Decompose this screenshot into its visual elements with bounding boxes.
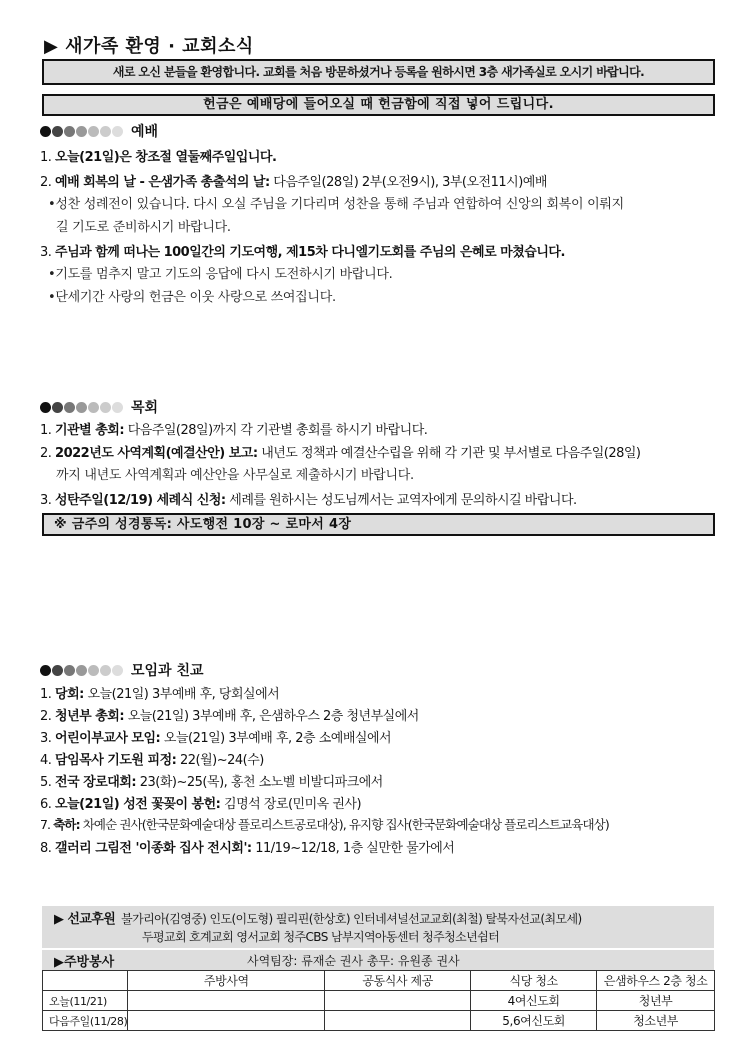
- section-title: 예배: [131, 124, 159, 140]
- table-row: [43, 991, 715, 1011]
- column-header: 주방사역: [128, 971, 325, 991]
- column-header: 은샘하우스 2층 청소: [597, 971, 715, 991]
- table-cell: [325, 991, 471, 1011]
- section-title: 목회: [131, 400, 159, 416]
- table-cell: 다음주일(11/28): [43, 1011, 128, 1031]
- pastoral-item-2: 2. 2022년도 사역계획(예결산안) 보고: 내년도 정책과 예결산수립을 위해 각 기관 및 부서별로 다음주일(28일): [40, 446, 641, 461]
- mission-line-2: 두평교회 호계교회 영서교회 청주CBS 남부지역아동센터 청주청소년쉼터: [142, 930, 500, 944]
- mission-label: ▶ 선교후원: [54, 912, 116, 927]
- fellowship-item-2: 2. 청년부 총회: 오늘(21일) 3부예배 후, 은샘하우스 2층 청년부실에서: [40, 709, 419, 724]
- fellowship-item-8: 8. 갤러리 그림전 '이종화 집사 전시회': 11/19~12/18, 1층 실만한 물가에서: [40, 841, 455, 856]
- fellowship-item-6: 6. 오늘(21일) 성전 꽃꽂이 봉헌: 김명석 장로(민미옥 권사): [40, 797, 362, 812]
- table-cell: 4여신도회: [471, 991, 597, 1011]
- column-header: [43, 971, 128, 991]
- table-header-row: [43, 971, 715, 991]
- fellowship-item-4: 4. 담임목사 기도원 피정: 22(월)~24(수): [40, 753, 264, 768]
- pastoral-item-2-cont: 까지 내년도 사역계획과 예산안을 사무실로 제출하시기 바랍니다.: [56, 468, 414, 483]
- offering-banner: 헌금은 예배당에 들어오실 때 헌금함에 직접 넣어 드립니다.: [42, 94, 715, 116]
- worship-heading: [40, 121, 158, 141]
- mission-support-box: [42, 906, 714, 948]
- fellowship-item-1: 1. 당회: 오늘(21일) 3부예배 후, 당회실에서: [40, 687, 280, 702]
- section-title: 모임과 친교: [131, 663, 204, 679]
- pastoral-heading: [40, 397, 158, 417]
- column-header: 공동식사 제공: [325, 971, 471, 991]
- bible-reading-box: ※ 금주의 성경통독: 사도행전 10장 ~ 로마서 4장: [42, 513, 715, 536]
- kitchen-table: [42, 970, 715, 1031]
- page-title: ▶ 새가족 환영 · 교회소식: [44, 36, 254, 57]
- worship-bullet-cont: 길 기도로 준비하시기 바랍니다.: [56, 220, 231, 235]
- worship-bullet: •기도를 멈추지 말고 기도의 응답에 다시 도전하시기 바랍니다.: [48, 267, 393, 282]
- table-cell: 5,6여신도회: [471, 1011, 597, 1031]
- mission-line-1: 불가리아(김영중) 인도(이도형) 필리핀(한상호) 인터네셔널선교교회(최철) 탈북자선교(최모세): [121, 912, 582, 926]
- table-row: [43, 1011, 715, 1031]
- worship-bullet: •단세기간 사랑의 헌금은 이웃 사랑으로 쓰여집니다.: [48, 290, 336, 305]
- fellowship-item-7: 7. 축하: 차예순 권사(한국문화예술대상 플로리스트공로대상), 유지향 집사(한국문화예술대상 플로리스트교육대상): [40, 817, 609, 832]
- dots-icon: [40, 126, 123, 137]
- table-cell: 청년부: [597, 991, 715, 1011]
- kitchen-header: [42, 950, 714, 970]
- table-cell: [325, 1011, 471, 1031]
- table-cell: 오늘(11/21): [43, 991, 128, 1011]
- pastoral-item-3: 3. 성탄주일(12/19) 세례식 신청: 세례를 원하시는 성도님께서는 교역자에게 문의하시길 바랍니다.: [40, 493, 577, 508]
- kitchen-label: ▶주방봉사: [54, 955, 115, 970]
- fellowship-item-3: 3. 어린이부교사 모임: 오늘(21일) 3부예배 후, 2층 소예배실에서: [40, 731, 392, 746]
- column-header: 식당 청소: [471, 971, 597, 991]
- dots-icon: [40, 402, 123, 413]
- worship-item-1: 1. 오늘(21일)은 창조절 열둘째주일입니다.: [40, 150, 277, 165]
- worship-item-2: 2. 예배 회복의 날 - 은샘가족 총출석의 날: 다음주일(28일) 2부(오전9시), 3부(오전11시)예배: [40, 175, 547, 190]
- fellowship-item-5: 5. 전국 장로대회: 23(화)~25(목), 홍천 소노벨 비발디파크에서: [40, 775, 383, 790]
- pastoral-item-1: 1. 기관별 총회: 다음주일(28일)까지 각 기관별 총회를 하시기 바랍니다.: [40, 423, 428, 438]
- fellowship-heading: [40, 660, 204, 680]
- table-cell: 청소년부: [597, 1011, 715, 1031]
- worship-item-3: 3. 주님과 함께 떠나는 100일간의 기도여행, 제15차 다니엘기도회를 주님의 은혜로 마쳤습니다.: [40, 245, 565, 260]
- kitchen-leaders: 사역팀장: 류재순 권사 총무: 유원종 권사: [247, 954, 460, 968]
- welcome-banner: 새로 오신 분들을 환영합니다. 교회를 처음 방문하셨거나 등록을 원하시면 3층 새가족실로 오시기 바랍니다.: [42, 59, 715, 85]
- dots-icon: [40, 665, 123, 676]
- worship-bullet: •성찬 성례전이 있습니다. 다시 오실 주님을 기다리며 성찬을 통해 주님과 연합하여 신앙의 회복이 이뤄지: [48, 197, 624, 212]
- table-cell: [128, 1011, 325, 1031]
- table-cell: [128, 991, 325, 1011]
